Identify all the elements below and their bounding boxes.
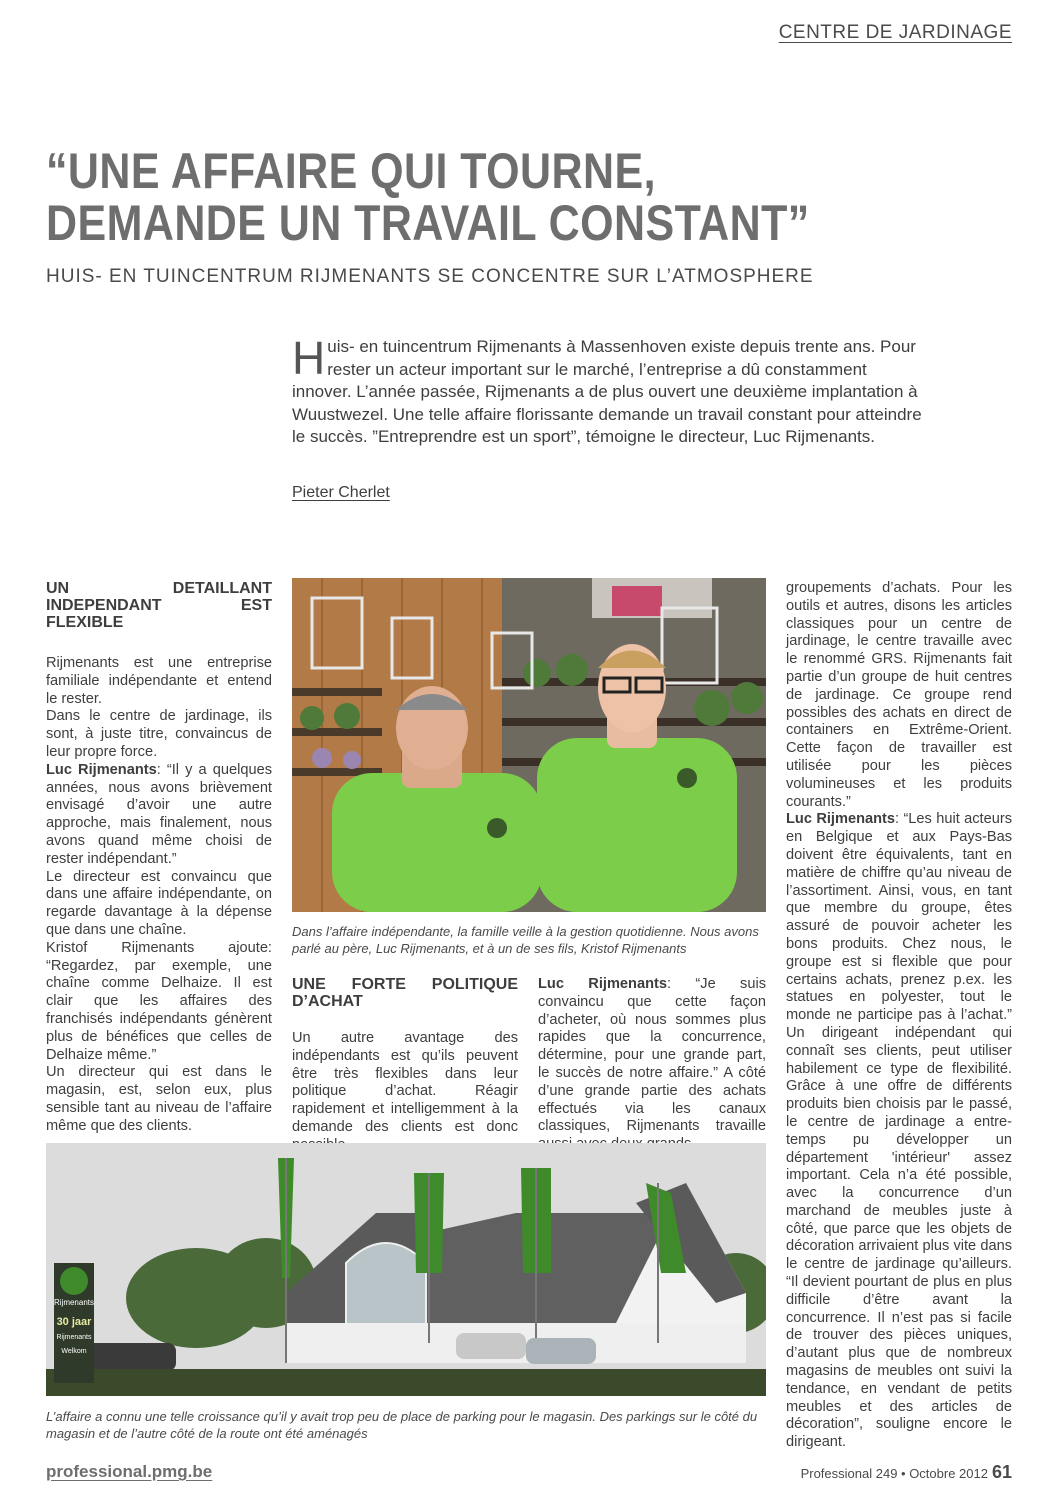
photo-storefront-caption: L’affaire a connu une telle croissance qu’il y avait trop peu de place de parking pour le magasin. Des parkings sur le côté du magasin et de l’autre côté de la route ont été aménagés — [46, 1409, 758, 1441]
title-line-2: DEMANDE UN TRAVAIL CONSTANT” — [46, 195, 810, 251]
col1-p3: Luc Rijmenants: “Il y a quelques années, nous avons brièvement envisagé d’avoir une autre approche, mais finalement, nous avons quand même choisi de rester indépendant.” — [46, 761, 272, 867]
column-4 — [786, 580, 1012, 1452]
photo-owners — [292, 578, 766, 912]
sign-welcome: Welkom — [61, 1348, 87, 1355]
page-number: 61 — [991, 1462, 1012, 1482]
col3-p1: Luc Rijmenants: “Je suis convaincu que cette façon d’acheter, où nous sommes plus rapides que la concurrence, détermine, pour une grande part, le succès de notre affaire.” A côté d’une grande partie des achats effectués via les canaux classiques, Rijmenants travaille — [538, 976, 766, 1135]
title-line-1: “UNE AFFAIRE QUI TOURNE, — [46, 143, 656, 199]
speaker-name: Luc Rijmenants — [46, 761, 157, 778]
intro-text: uis- en tuincentrum Rijmenants à Massenhoven existe depuis trente ans. Pour rester un acteur important sur le marché, l’entreprise a dû constamment innover. L’année passée, Rijmenants a de plus ouvert une deuxième implantation à Wuustwezel. Une telle affaire florissante demande un travail constant pour atteindre le succès. ”Entreprendre est un sport”, témoigne le directeur, Luc Rijmenants. — [292, 337, 922, 446]
column-3 — [538, 976, 766, 1154]
issue-label: Professional 249 • Octobre 2012 — [800, 1466, 988, 1481]
col1-p2: Dans le centre de jardinage, ils sont, à juste titre, convaincus de leur propre force. — [46, 708, 272, 760]
column-1 — [46, 580, 272, 1136]
col1-p1: Rijmenants est une entreprise familiale indépendante et entend le rester. — [46, 655, 272, 707]
speaker-name: Luc Rijmenants — [786, 811, 895, 828]
photo-storefront — [46, 1143, 766, 1396]
footer-site-link[interactable]: professional.pmg.be — [46, 1462, 213, 1481]
footer-issue — [801, 1462, 1012, 1483]
col1-p6: Un directeur qui est dans le magasin, est, selon eux, plus sensible tant au niveau de l’affaire même que des clients. — [46, 1064, 272, 1134]
col4-p1: groupements d’achats. Pour les outils et autres, disons les articles classiques pour un centre de jardinage, le centre travaille avec le renommé GRS. Rijmenants fait partie d’un groupe de huit centres de jardinage. Ce groupe rend possibles des achats en direct de containers en Extrême-Orient. Cette façon de travailler est utilisée pour les pièces volumineuses et les produits courants.” — [786, 580, 1012, 810]
sign-name: Rijmenants — [53, 1298, 95, 1307]
heading-independent: UN DETAILLANT INDEPENDANT EST FLEXIBLE — [46, 580, 272, 631]
col2-p1: Un autre avantage des indépendants est qu’ils peuvent être très flexibles dans leur politique d’achat. Réagir rapidement et intelligemment à la demande des clients est donc — [292, 1030, 518, 1135]
photo-owners-caption: Dans l’affaire indépendante, la famille veille à la gestion quotidienne. Nous avons parlé au père, Luc Rijmenants, et à un de ses fils, Kristof Rijmenants — [292, 924, 759, 956]
sign-years: 30 jaar — [56, 1316, 92, 1328]
heading-purchase-policy: UNE FORTE POLITIQUE D’ACHAT — [292, 976, 518, 1010]
col1-p4: Le directeur est convaincu que dans une affaire indépendante, on regarde davantage à la dépense que dans une chaîne. — [46, 868, 272, 938]
sign-sub: Rijmenants — [56, 1334, 92, 1341]
article-title — [46, 145, 872, 249]
section-tag: CENTRE DE JARDINAGE — [778, 22, 1012, 43]
col1-p5: Kristof Rijmenants ajoute: “Regardez, par exemple, une chaîne comme Delhaize. Il est clair que les affaires des franchisés indépendants génèrent plus de bénéfices que celles de Delhaize même.” — [46, 939, 272, 1063]
speaker-name: Luc Rijmenants — [538, 976, 667, 992]
column-2 — [292, 976, 518, 1155]
author-link[interactable]: Pieter Cherlet — [292, 484, 390, 501]
article-subtitle: HUIS- EN TUINCENTRUM RIJMENANTS SE CONCENTRE SUR L’ATMOSPHERE — [46, 266, 814, 287]
col4-p2: Luc Rijmenants: “Les huit acteurs en Belgique et aux Pays-Bas doivent être équivalents, tant en matière de chiffre qu’au niveau de l’assortiment. Ainsi, vous, en tant que membre du groupe, êtes assuré de pouvoir acheter les bons produits. Chez nous, le groupe est si flexible que pour certains achats, prenez p.ex. les statues en polyester, tout le monde ne participe pas à l’achat.” Un dirigeant indépendant qui connaît ses clients, peut utiliser habilement ce type de flexibilité. Grâce à une offre de différents produits bien choisis par le passé, le centre de jardinage a entre-temps pu développer un département 'intérieur' assez important. Cela n’a été possible, avec la concurrence d’un marchand de meubles juste à côté, que parce que les objets de décoration arrivaient plus vite dans le centre de jardinage qu’ailleurs. “Il devient pourtant de plus en plus difficile d’être avant la concurrence. Il n’est pas si facile de trouver des pièces uniques, d’autant plus que de nombreux magasins de meubles ont suivi la tendance, en vendant de petits meubles et des articles de décoration”, souligne encore le dirigeant. — [786, 811, 1012, 1451]
intro-paragraph — [292, 332, 922, 449]
drop-cap: H — [292, 332, 326, 384]
